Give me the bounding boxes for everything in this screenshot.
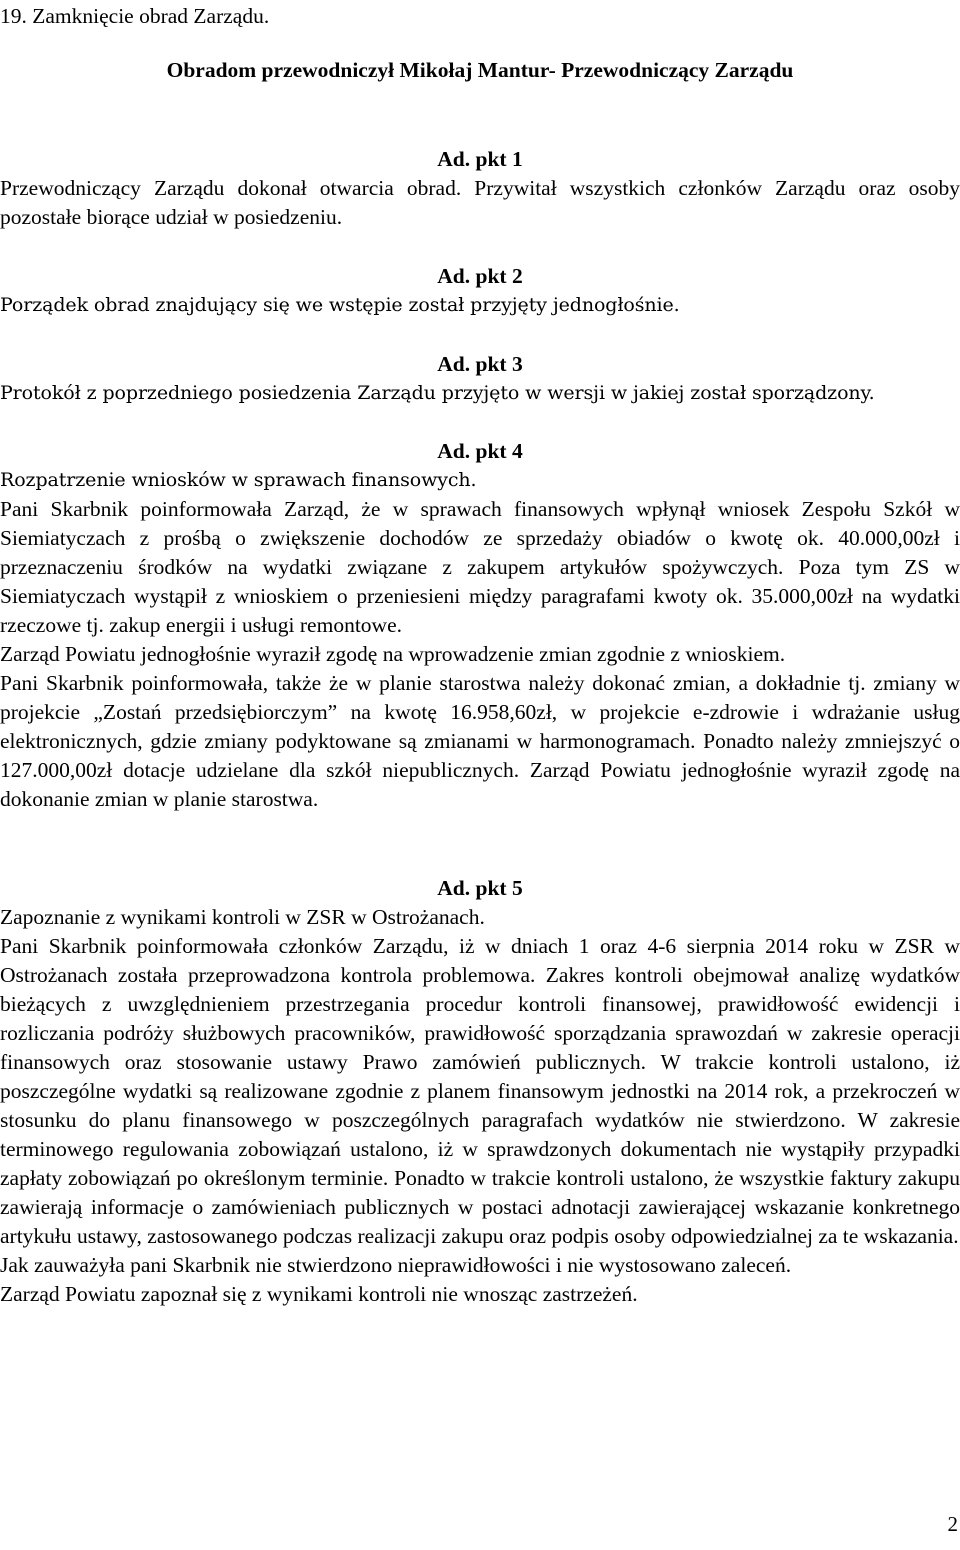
- section-4-heading: [0, 437, 960, 466]
- section-2-body: [0, 291, 960, 320]
- section-5-body: [0, 903, 960, 1309]
- paragraph: Pani Skarbnik poinformowała Zarząd, że w sprawach finansowych wpłynął wniosek Zespołu Szkół w Siemiatyczach z prośbą o zwiększenie dochodów ze sprzedaży obiadów o kwotę ok. 40.000,00zł i przeznaczeniu środków na wydatki związane z zakupem artykułów spożywczych. Poza tym ZS w Siemiatyczach wystąpił z wnioskiem o przeniesieni między paragrafami kwoty ok. 35.000,00zł na wydatki rzeczowe tj. zakup energii i usługi remontowe.: [0, 497, 960, 637]
- page-number: 2: [947, 1512, 958, 1536]
- section-4-body: [0, 466, 960, 814]
- section-3-body: [0, 379, 960, 408]
- section-1-body: [0, 174, 960, 232]
- paragraph: Przewodniczący Zarządu dokonał otwarcia obrad. Przywitał wszystkich członków Zarządu oraz osoby pozostałe biorące udział w posiedzeniu.: [0, 176, 960, 229]
- section-heading-text: Ad. pkt 1: [437, 147, 523, 171]
- paragraph: Rozpatrzenie wniosków w sprawach finansowych.: [0, 469, 477, 491]
- section-5-heading: [0, 874, 960, 903]
- chair-text: Obradom przewodniczył Mikołaj Mantur- Przewodniczący Zarządu: [166, 58, 794, 82]
- agenda-item-19-text: 19. Zamknięcie obrad Zarządu.: [0, 4, 270, 28]
- paragraph: Porządek obrad znajdujący się we wstępie został przyjęty jednogłośnie.: [0, 294, 680, 316]
- section-heading-text: Ad. pkt 5: [437, 876, 523, 900]
- section-heading-text: Ad. pkt 4: [437, 439, 523, 463]
- paragraph: Zarząd Powiatu zapoznał się z wynikami kontroli nie wnosząc zastrzeżeń.: [0, 1282, 638, 1306]
- paragraph: Zarząd Powiatu jednogłośnie wyraził zgodę na wprowadzenie zmian zgodnie z wnioskiem.: [0, 642, 786, 666]
- paragraph: Zapoznanie z wynikami kontroli w ZSR w Ostrożanach.: [0, 905, 485, 929]
- section-2-heading: [0, 262, 960, 291]
- paragraph: Jak zauważyła pani Skarbnik nie stwierdzono nieprawidłowości i nie wystosowano zaleceń.: [0, 1253, 792, 1277]
- section-heading-text: Ad. pkt 2: [437, 264, 523, 288]
- agenda-item-19: [0, 2, 960, 31]
- section-1-heading: [0, 145, 960, 174]
- paragraph: Pani Skarbnik poinformowała, także że w planie starostwa należy dokonać zmian, a dokładnie tj. zmiany w projekcie „Zostań przedsiębiorczym” na kwotę 16.958,60zł, w projekcie e-zdrowie i wdrażanie usług elektronicznych, gdzie zmiany podyktowane są zmianami w harmonogramach. Ponadto należy zmniejszyć o 127.000,00zł dotacje udzielane dla szkół niepublicznych. Zarząd Powiatu jednogłośnie wyraził zgodę na dokonanie zmian w planie starostwa.: [0, 671, 960, 811]
- section-heading-text: Ad. pkt 3: [437, 352, 523, 376]
- section-3-heading: [0, 350, 960, 379]
- paragraph: Protokół z poprzedniego posiedzenia Zarządu przyjęto w wersji w jakiej został sporządzony.: [0, 382, 875, 404]
- chair-line: [0, 56, 960, 85]
- paragraph: Pani Skarbnik poinformowała członków Zarządu, iż w dniach 1 oraz 4-6 sierpnia 2014 roku w ZSR w Ostrożanach została przeprowadzona kontrola problemowa. Zakres kontroli obejmował analizę wydatków bieżących z uwzględnieniem przestrzegania procedur kontroli finansowej, prawidłowość ewidencji i rozliczania podróży służbowych pracowników, prawidłowość sporządzania sprawozdań w zakresie operacji finansowych oraz stosowanie ustawy Prawo zamówień publicznych. W trakcie kontroli ustalono, iż poszczególne wydatki są realizowane zgodnie z planem finansowym jednostki na 2014 rok, a przekroczeń w stosunku do planu finansowego w poszczególnych paragrafach wydatków nie stwierdzono. W zakresie terminowego regulowania zobowiązań ustalono, iż w sprawdzonych dokumentach nie wystąpiły przypadki zapłaty zobowiązań po określonym terminie. Ponadto w trakcie kontroli ustalono, że wszystkie faktury zakupu zawierają informacje o zamówieniach publicznych w postaci adnotacji zawierającej wskazanie konkretnego artykułu ustawy, zastosowanego podczas realizacji zakupu oraz podpis osoby odpowiedzialnej za te wskazania.: [0, 934, 960, 1248]
